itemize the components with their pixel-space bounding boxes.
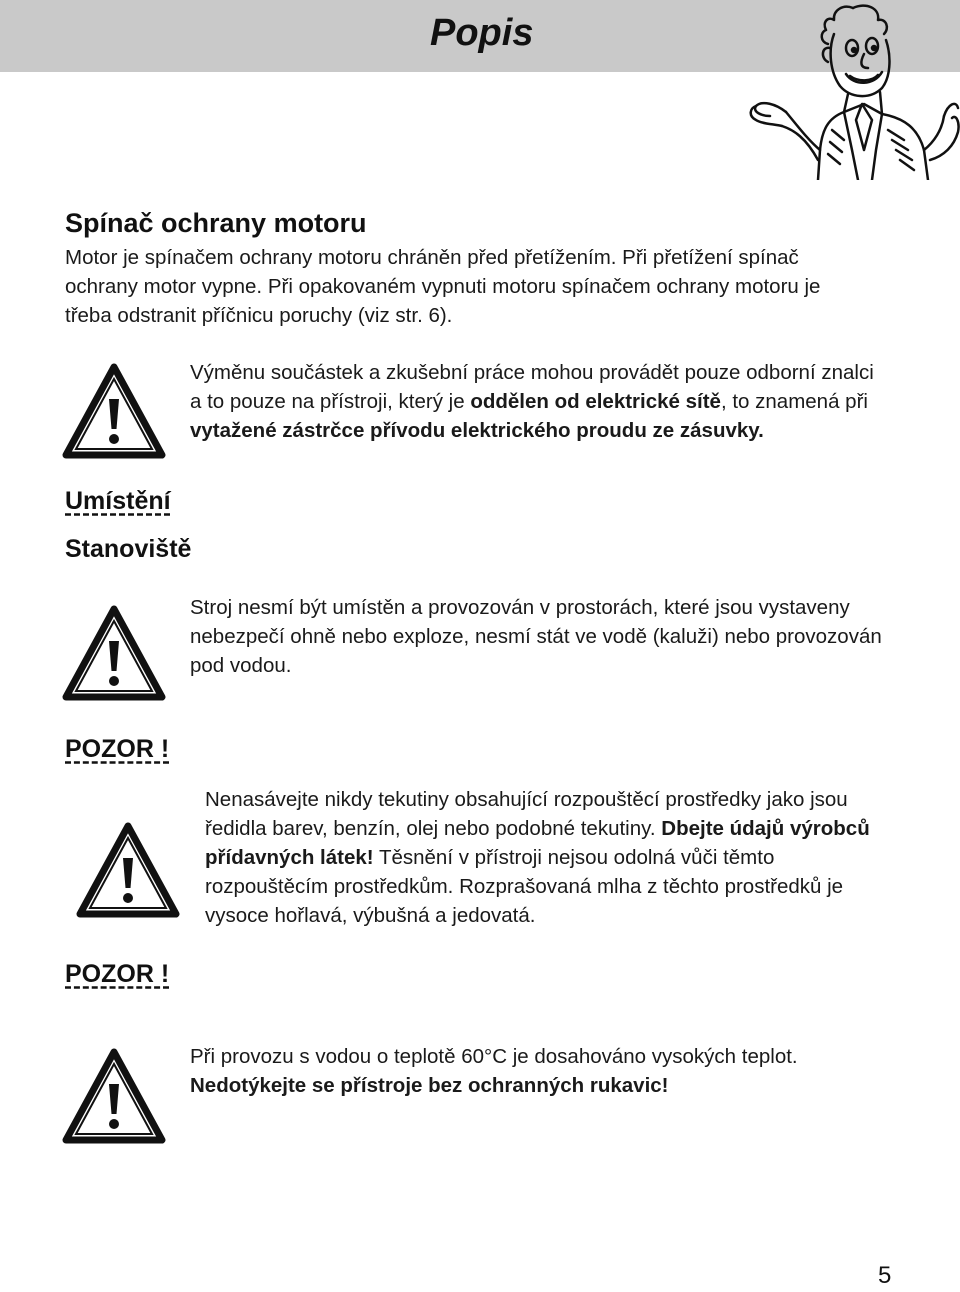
location-text: Stroj nesmí být umístěn a provozován v prostorách, které jsou vystaveny nebezpečí ohně nebo exploze, nesmí stát ve vodě (kaluži) nebo provozován pod vodou. bbox=[190, 596, 882, 677]
caution1-text-a: Nenasávejte nikdy tekutiny obsahující rozpouštěcí prostředky jako jsou ředidla barev, benzín, olej nebo podobné tekutiny. bbox=[205, 788, 848, 840]
caution-text-2 bbox=[190, 1042, 910, 1100]
heading-site: Stanoviště bbox=[65, 535, 192, 563]
caution1-text-c: Těsnění v přístroji nejsou odolná vůči těmto rozpouštěcím prostředkům. Rozprašovaná mlha z těchto prostředků je vysoce hořlavá, výbušná a jedovatá. bbox=[205, 846, 844, 927]
warning-text-1 bbox=[190, 358, 890, 445]
heading-location: Umístění bbox=[65, 487, 171, 515]
heading-caution-2: POZOR ! bbox=[65, 960, 170, 988]
page-title: Popis bbox=[430, 12, 534, 54]
warning-triangle-icon bbox=[76, 822, 180, 920]
caution1-text-b: Dbejte údajů výrobců přídavných látek! bbox=[205, 817, 870, 869]
heading-caution-1: POZOR ! bbox=[65, 735, 170, 763]
warning-triangle-icon bbox=[62, 605, 166, 703]
caution2-text-b: Nedotýkejte se přístroje bez ochranných rukavic! bbox=[190, 1074, 669, 1097]
warning1-text-a: Výměnu součástek a zkušební práce mohou provádět pouze odborní znalci a to pouze na přístroji, který je bbox=[190, 361, 874, 413]
warning1-text-c: , to znamená při bbox=[720, 390, 868, 413]
page-number: 5 bbox=[878, 1262, 892, 1289]
section-title-motor-protection: Spínač ochrany motoru bbox=[65, 208, 367, 238]
warning-triangle-icon bbox=[62, 1048, 166, 1146]
warning1-text-b: oddělen od elektrické sítě bbox=[470, 390, 721, 413]
warning1-text-d: vytažené zástrčce přívodu elektrického proudu ze zásuvky. bbox=[190, 419, 764, 442]
mascot-illustration bbox=[748, 0, 960, 180]
caution-text-1 bbox=[205, 785, 895, 930]
caution2-text-a: Při provozu s vodou o teplotě 60°C je dosahováno vysokých teplot. bbox=[190, 1045, 798, 1068]
motor-protection-text: Motor je spínačem ochrany motoru chráněn před přetížením. Při přetížení spínač ochrany motor vypne. Při opakovaném vypnuti motoru spínačem ochrany motoru je třeba odstranit příčnicu poruchy (viz str. 6). bbox=[65, 246, 821, 327]
warning-triangle-icon bbox=[62, 363, 166, 461]
